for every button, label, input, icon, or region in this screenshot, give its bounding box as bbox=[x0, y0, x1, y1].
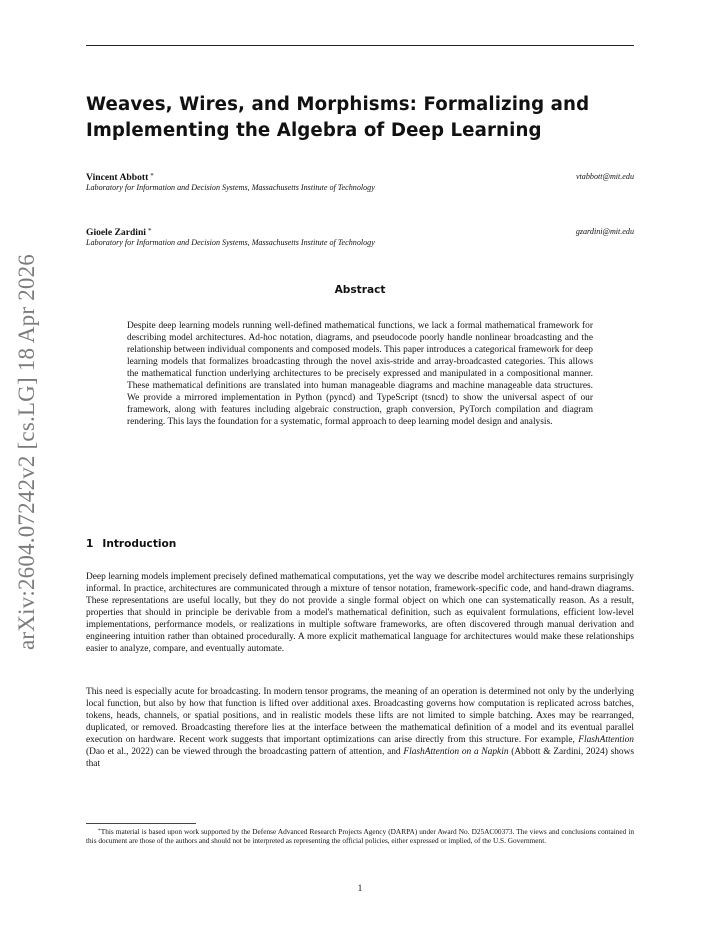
top-rule bbox=[86, 45, 634, 46]
intro-paragraph-2 bbox=[86, 686, 634, 770]
author-block-1 bbox=[86, 171, 634, 193]
paragraph-text: This need is especially acute for broadcasting. In modern tensor programs, the meaning of an operation is determined not only by the underlying local function, but also by how that function is lifted over additional axes. Broadcasting governs how computation is replicated across batches, tokens, heads, channels, or spatial positions, and in realistic models these lifts are not limited to simple batching. Axes may be rearranged, duplicated, or removed. Broadcasting therefore lies at the interface between the mathematical definition of a model and its eventual parallel execution on hardware. Recent work suggests that important optimizations can arise directly from this structure. For example, bbox=[86, 687, 634, 745]
footnote-text: This material is based upon work supported by the Defense Advanced Research Projects Agency (DARPA) under Award No. D25AC00373. The views and conclusions contained in this document are those of the authors and should not be interpreted as representing the official policies, either expressed or implied, of the U.S. Government. bbox=[86, 827, 634, 845]
author-affiliation: Laboratory for Information and Decision Systems, Massachusetts Institute of Technology bbox=[86, 183, 375, 192]
author-name: Vincent Abbott bbox=[86, 172, 149, 183]
author-name: Gioele Zardini bbox=[86, 227, 146, 238]
citation-flashattention: FlashAttention bbox=[578, 735, 634, 745]
section-number: 1 bbox=[86, 538, 94, 550]
author-footnote-mark: * bbox=[150, 172, 154, 180]
citation-text: (Dao et al., 2022) can be viewed through the broadcasting pattern of attention, and bbox=[86, 747, 401, 757]
author-footnote-mark: * bbox=[147, 227, 152, 235]
footnote-rule bbox=[86, 823, 196, 824]
abstract-heading: Abstract bbox=[334, 284, 386, 296]
citation-text: (Abbott & Zardini, 2024) shows that bbox=[86, 747, 635, 769]
author-email[interactable]: vtabbott@mit.edu bbox=[575, 172, 634, 181]
arxiv-stamp: arXiv:2604.07242v2 [cs.LG] 18 Apr 2026 bbox=[14, 254, 39, 650]
intro-paragraph-1: Deep learning models implement precisely defined mathematical computations, yet the way we describe model architectures remains surprisingly informal. In practice, architectures are communicated through a mixture of tensor notation, framework-specific code, and hand-drawn diagrams. These representations are useful locally, but they do not provide a single formal object on which one can systematically reason. As a result, properties that should in principle be derivable from a model's mathematical definition, such as equivalent formulations, efficient low-level implementations, performance models, or realizations in multiple software frameworks, are often discovered through manual derivation and engineering intuition rather than obtained procedurally. A more explicit mathematical language for architectures would make these relationships easier to analyze, compare, and eventually automate. bbox=[86, 572, 634, 654]
author-email[interactable]: gzardini@mit.edu bbox=[575, 227, 634, 236]
footnote bbox=[86, 827, 634, 845]
paper-title: Weaves, Wires, and Morphisms: Formalizing and Implementing the Algebra of Deep Learning bbox=[86, 94, 590, 141]
footnote-mark: * bbox=[98, 828, 101, 834]
section-title: Introduction bbox=[102, 538, 177, 550]
author-affiliation: Laboratory for Information and Decision Systems, Massachusetts Institute of Technology bbox=[86, 238, 375, 247]
abstract-text: Despite deep learning models running well-defined mathematical functions, we lack a formal mathematical framework for describing model architectures. Ad-hoc notation, diagrams, and pseudocode poorly handle nonlinear broadcasting and the relationship between individual components and composed models. This paper introduces a categorical framework for deep learning models that formalizes broadcasting through the novel axis-stride and array-broadcasted categories. This allows the mathematical function underlying architectures to be precisely expressed and manipulated in a compositional manner. These mathematical definitions are translated into human manageable diagrams and machine manageable data structures. We provide a mirrored implementation in Python (pyncd) and TypeScript (tsncd) to show the universal aspect of our framework, along with features including algebraic construction, graph conversion, PyTorch compilation and diagram rendering. This lays the foundation for a systematic, formal approach to deep learning model design and analysis. bbox=[127, 321, 593, 427]
author-block-2 bbox=[86, 226, 634, 248]
section-heading bbox=[86, 538, 176, 550]
citation-flashattention-napkin: FlashAttention on a Napkin bbox=[403, 747, 509, 757]
page-number: 1 bbox=[357, 884, 363, 894]
